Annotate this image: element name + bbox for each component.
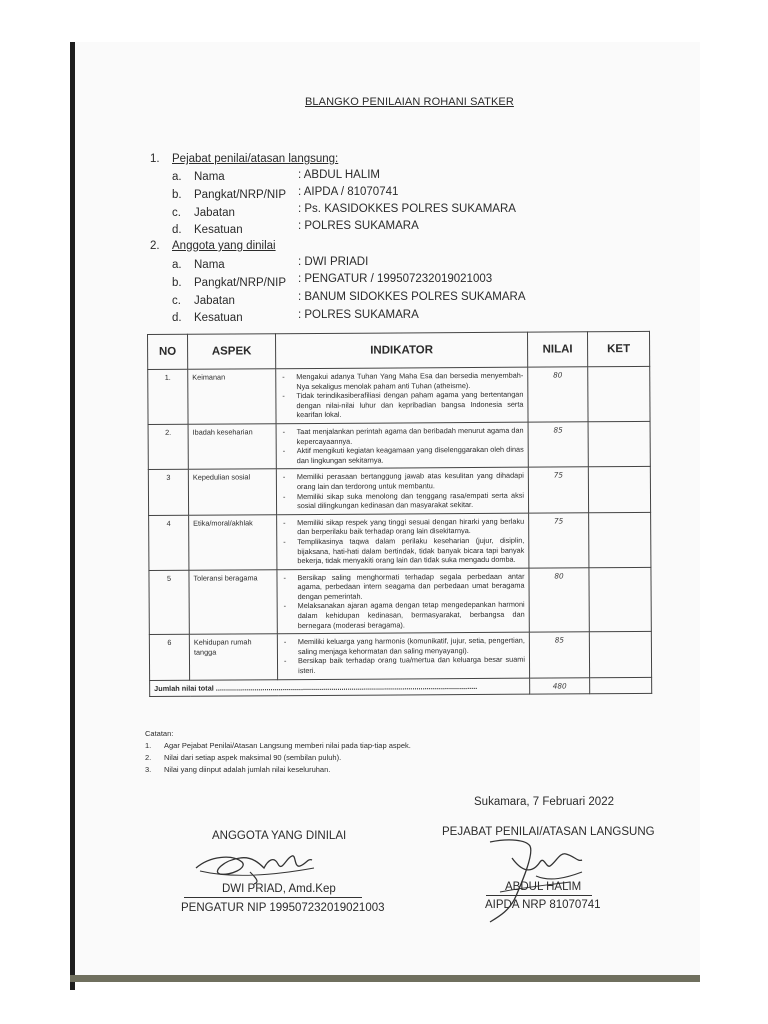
row-aspek: Kepedulian sosial [188,469,276,515]
row-aspek: Kehidupan rumah tangga [189,634,277,680]
section-1-title: Pejabat penilai/atasan langsung: [172,153,339,165]
row-no: 3 [148,470,188,516]
total-ket [590,677,652,694]
table-row [148,366,650,424]
total-row [150,677,652,697]
note-item [145,740,411,752]
row-nilai-handwritten: 80 [528,367,588,422]
s2-letter-a: a. [172,259,182,271]
table-row [149,632,651,680]
indikator-item: - Memiliki sikap respek yang tinggi sesuai dengan hirarki yang berlaku dan berperilaku baik terhadap orang lain disekitarnya. [281,516,524,537]
scan-edge-left [70,42,75,990]
s2-label-nama: Nama [194,259,225,271]
s1-label-nama: Nama [194,171,225,183]
header-no: NO [148,334,188,369]
s1-value-nama: : ABDUL HALIM [298,169,381,181]
row-aspek: Ibadah keseharian [188,424,276,470]
note-number: 3. [145,765,152,774]
s1-label-pangkat: Pangkat/NRP/NIP [194,189,287,201]
note-item [145,752,411,764]
assessor-role-label: PEJABAT PENILAI/ATASAN LANGSUNG [442,826,655,838]
member-signature-line [184,897,362,898]
note-number: 1. [145,741,152,750]
table-row [148,467,650,515]
row-ket [589,632,651,678]
assessor-name: ABDUL HALIM [505,881,582,893]
row-no: 2. [148,424,188,470]
s1-label-jabatan: Jabatan [194,207,235,219]
section-1-number: 1. [150,153,160,165]
notes-block [145,728,411,776]
total-label: Jumlah nilai total ................................................................................................................................. [150,678,530,697]
row-no: 1. [148,369,188,424]
row-indikator [276,367,528,424]
note-text: Agar Pejabat Penilai/Atasan Langsung memberi nilai pada tiap-tiap aspek. [164,741,411,750]
table-row [148,421,650,469]
notes-title: Catatan: [145,729,174,738]
row-aspek: Etika/moral/akhlak [189,514,277,570]
indikator-item: - Taat menjalankan perintah agama dan beribadah menurut agama dan kepercayaannya. [281,426,524,447]
s1-value-kesatuan: : POLRES SUKAMARA [298,220,419,232]
indikator-item: - Templikasinya taqwa dalam perilaku keseharian (jujur, disiplin, bijaksana, hati-hati dalam bertindak, tidak banyak bicara tapi banyak bekerja, tidak menyakiti orang lain dan tidak suka mengadu domba. [281,536,524,566]
s1-letter-d: d. [172,224,182,236]
total-value-handwritten: 480 [530,677,590,694]
s1-value-pangkat: : AIPDA / 81070741 [298,186,399,198]
member-nip: PENGATUR NIP 199507232019021003 [181,902,385,914]
s2-value-pangkat: : PENGATUR / 199507232019021003 [298,273,493,285]
document-title: BLANGKO PENILAIAN ROHANI SATKER [305,96,514,108]
row-no: 5 [149,570,189,635]
header-aspek: ASPEK [188,334,276,370]
row-nilai-handwritten: 85 [528,422,588,468]
table-row [149,567,651,635]
note-text: Nilai yang diinput adalah jumlah nilai keseluruhan. [164,765,331,774]
s2-value-kesatuan: : POLRES SUKAMARA [298,309,419,321]
s1-value-jabatan: : Ps. KASIDOKKES POLRES SUKAMARA [298,203,516,215]
indikator-item: - Aktif mengikuti kegiatan keagamaan yang diselenggarakan oleh dinas dan lingkungan sekitarnya. [281,445,524,466]
row-indikator [276,468,528,515]
s2-label-kesatuan: Kesatuan [194,312,243,324]
row-indikator [277,568,529,634]
indikator-item: - Memiliki keluarga yang harmonis (komunikatif, jujur, setia, pengertian, saling menjaga kehormatan dan saling menyayangi). [282,636,525,657]
indikator-item: - Tidak terindikasiberafiliasi dengan paham agama yang bertentangan dengan nilai-nilai luhur dan kepribadian bangsa Indonesia serta kearifan lokal. [280,390,523,420]
header-ket: KET [587,331,649,366]
member-signature [190,838,320,886]
section-2-number: 2. [150,240,160,252]
row-nilai-handwritten: 75 [528,467,588,513]
row-indikator [276,422,528,469]
header-nilai: NILAI [527,332,587,367]
member-name: DWI PRIAD, Amd.Kep [222,883,336,895]
row-aspek: Toleransi beragama [189,569,277,634]
header-indikator: INDIKATOR [276,332,528,369]
row-ket [588,366,650,421]
table-header-row [148,331,650,369]
member-role-label: ANGGOTA YANG DINILAI [212,830,347,842]
note-number: 2. [145,753,152,762]
note-text: Nilai dari setiap aspek maksimal 90 (sembilan puluh). [164,753,342,762]
s1-letter-c: c. [172,207,181,219]
assessment-table [147,331,652,697]
row-nilai-handwritten: 80 [529,567,589,632]
row-no: 6 [149,634,189,680]
table-row [149,512,651,570]
s1-label-kesatuan: Kesatuan [194,224,243,236]
section-2-title: Anggota yang dinilai [172,240,276,252]
row-nilai-handwritten: 75 [529,513,589,568]
s1-letter-a: a. [172,171,182,183]
row-nilai-handwritten: 85 [529,632,589,678]
s2-label-pangkat: Pangkat/NRP/NIP [194,277,287,289]
indikator-item: - Mengakui adanya Tuhan Yang Maha Esa dan bersedia menyembah-Nya sekaligus menolak paham anti Tuhan (atheisme). [280,371,523,392]
s2-letter-d: d. [172,312,182,324]
assessor-signature-line [486,895,592,896]
s2-letter-c: c. [172,295,181,307]
row-no: 4 [149,515,189,570]
s2-value-nama: : DWI PRIADI [298,256,369,268]
scan-edge-bottom [70,975,700,982]
s2-label-jabatan: Jabatan [194,295,235,307]
row-ket [588,467,650,513]
s1-letter-b: b. [172,189,182,201]
indikator-item: - Memiliki sikap suka menolong dan tenggang rasa/empati serta aksi sosial dilingkungan kedinasan dan masyarakat sekitar. [281,490,524,511]
place-date: Sukamara, 7 Februari 2022 [474,796,614,808]
row-indikator [277,632,529,679]
row-ket [588,421,650,467]
row-indikator [277,513,529,570]
assessor-nip: AIPDA NRP 81070741 [485,899,601,911]
s2-letter-b: b. [172,277,182,289]
note-item [145,764,411,776]
indikator-item: - Melaksanakan ajaran agama dengan tetap mengedepankan harmoni dalam kehidupan kedinasan, bermasyarakat, berbangsa dan bernegara (moderasi beragama). [282,600,525,630]
s2-value-jabatan: : BANUM SIDOKKES POLRES SUKAMARA [298,291,526,303]
indikator-item: - Memiliki perasaan bertanggung jawab atas kesulitan yang dihadapi orang lain dan terdorong untuk membantu. [281,471,524,492]
indikator-item: - Bersikap baik terhadap orang tua/mertua dan keluarga besar suami isteri. [282,655,525,676]
row-aspek: Keimanan [188,369,276,425]
row-ket [589,512,651,567]
row-ket [589,567,651,632]
indikator-item: - Bersikap saling menghormati terhadap segala perbedaan antar agama, perbedaan intern seagama dan perbedaan umat beragama dengan pemerintah. [281,571,524,601]
